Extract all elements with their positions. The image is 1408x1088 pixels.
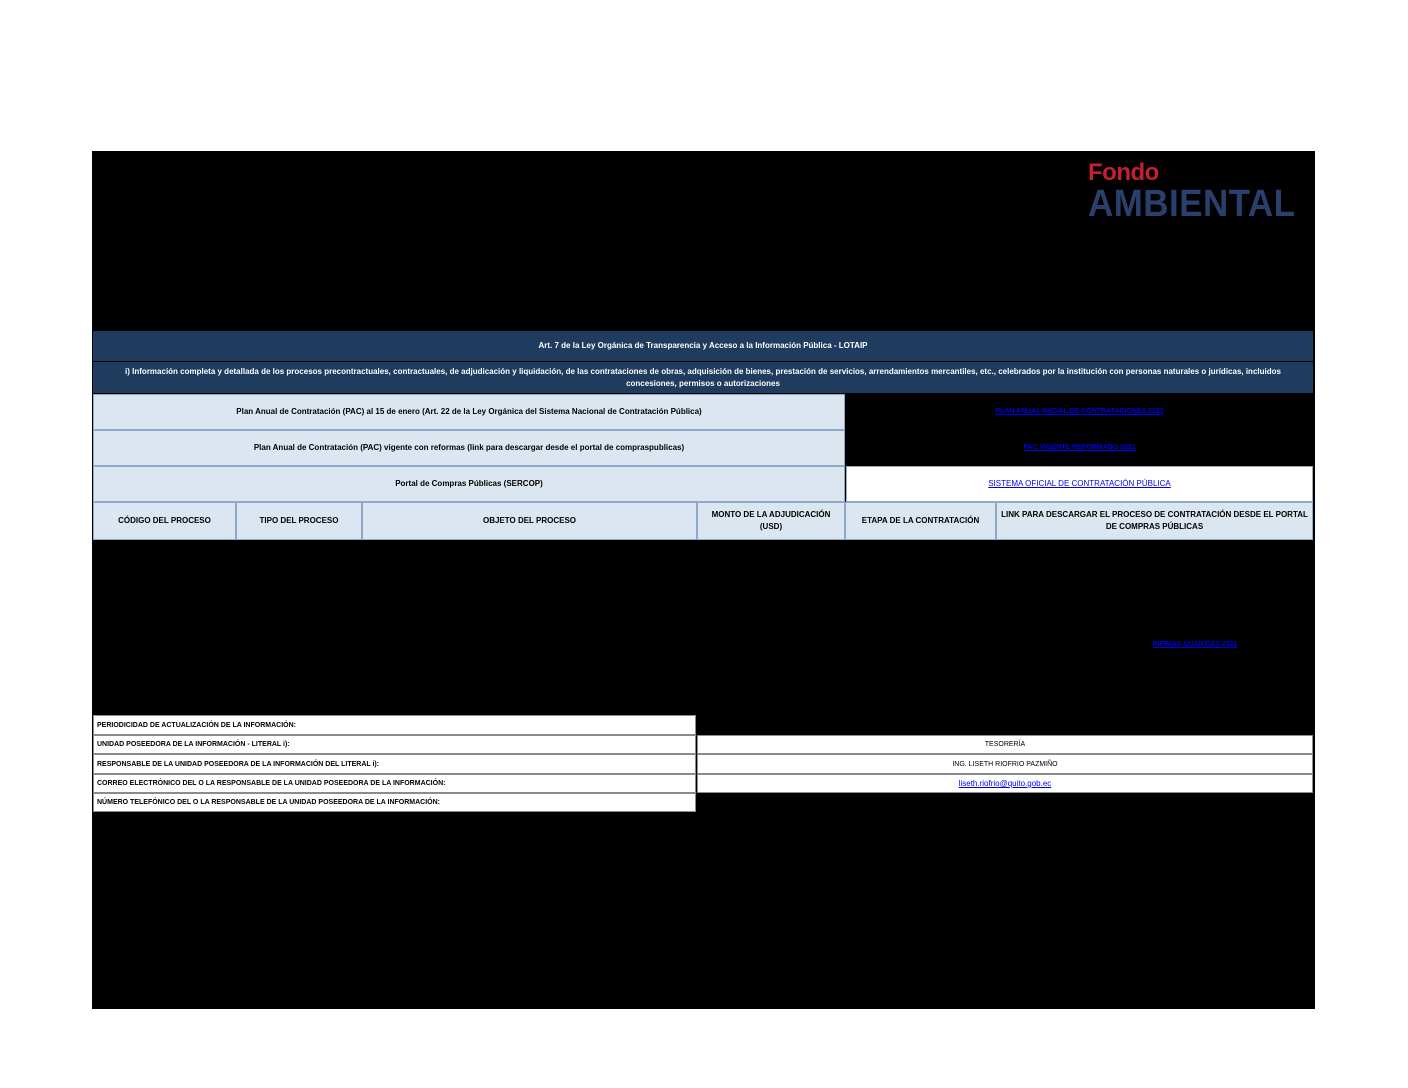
logo-line2: AMBIENTAL xyxy=(1088,183,1296,225)
literal-description: i) Información completa y detallada de los procesos precontractuales, contractuales, de adjudicación y liquidación, de las contrataciones de obras, adquisición de bienes, prestación de servicios, arrendamientos mercantiles, etc., celebrados por la institución con personas naturales o jurídicas, incluidos concesiones, permisos o autorizaciones xyxy=(93,362,1313,393)
pac-reformed-link[interactable]: PAC VIGENTE REFORMADO 2021 xyxy=(1023,444,1136,451)
pac-initial-cell xyxy=(846,394,1313,430)
col-etapa: ETAPA DE LA CONTRATACIÓN xyxy=(845,502,996,540)
footer-correo-label: CORREO ELECTRÓNICO DEL O LA RESPONSABLE DE LA UNIDAD POSEEDORA DE LA INFORMACIÓN: xyxy=(93,774,696,793)
sercop-link[interactable]: SISTEMA OFICIAL DE CONTRATACIÓN PÚBLICA xyxy=(988,479,1171,488)
col-monto: MONTO DE LA ADJUDICACIÓN (USD) xyxy=(697,502,845,540)
col-tipo: TIPO DEL PROCESO xyxy=(236,502,362,540)
infimas-cell xyxy=(1120,636,1270,652)
footer-responsable-value: ING. LISETH RIOFRIO PAZMIÑO xyxy=(697,754,1313,774)
lotaip-title: Art. 7 de la Ley Orgánica de Transparencia y Acceso a la Información Pública - LOTAIP xyxy=(93,331,1313,361)
footer-periodicidad-label: PERIODICIDAD DE ACTUALIZACIÓN DE LA INFORMACIÓN: xyxy=(93,715,696,735)
pac-reformed-cell xyxy=(846,430,1313,466)
pac-reformed-label: Plan Anual de Contratación (PAC) vigente con reformas (link para descargar desde el portal de compraspublicas) xyxy=(93,430,845,466)
pac-initial-label: Plan Anual de Contratación (PAC) al 15 de enero (Art. 22 de la Ley Orgánica del Sistema Nacional de Contratación Pública) xyxy=(93,394,845,430)
footer-telefono-label: NÚMERO TELEFÓNICO DEL O LA RESPONSABLE DE LA UNIDAD POSEEDORA DE LA INFORMACIÓN: xyxy=(93,793,696,812)
col-objeto: OBJETO DEL PROCESO xyxy=(362,502,697,540)
infimas-link[interactable]: ÍNFIMAS CUANTÍAS 2021 xyxy=(1152,640,1238,648)
logo-line1: Fondo xyxy=(1088,159,1159,186)
footer-correo-cell xyxy=(697,774,1313,793)
sercop-label: Portal de Compras Públicas (SERCOP) xyxy=(93,466,845,502)
sheet-background xyxy=(92,151,1315,1009)
footer-unidad-label: UNIDAD POSEEDORA DE LA INFORMACIÓN - LITERAL i): xyxy=(93,735,696,754)
fondo-ambiental-logo xyxy=(1088,160,1308,224)
pac-initial-link[interactable]: PLAN ANUAL INICIAL DE CONTRATACIONES 2021 xyxy=(995,408,1164,415)
footer-unidad-value: TESORERÍA xyxy=(697,735,1313,754)
sercop-cell xyxy=(846,466,1313,502)
col-codigo: CÓDIGO DEL PROCESO xyxy=(93,502,236,540)
email-link[interactable]: liseth.riofrio@quito.gob.ec xyxy=(958,779,1052,788)
col-link: LINK PARA DESCARGAR EL PROCESO DE CONTRATACIÓN DESDE EL PORTAL DE COMPRAS PÚBLICAS xyxy=(996,502,1313,540)
footer-responsable-label: RESPONSABLE DE LA UNIDAD POSEEDORA DE LA INFORMACIÓN DEL LITERAL i): xyxy=(93,754,696,774)
